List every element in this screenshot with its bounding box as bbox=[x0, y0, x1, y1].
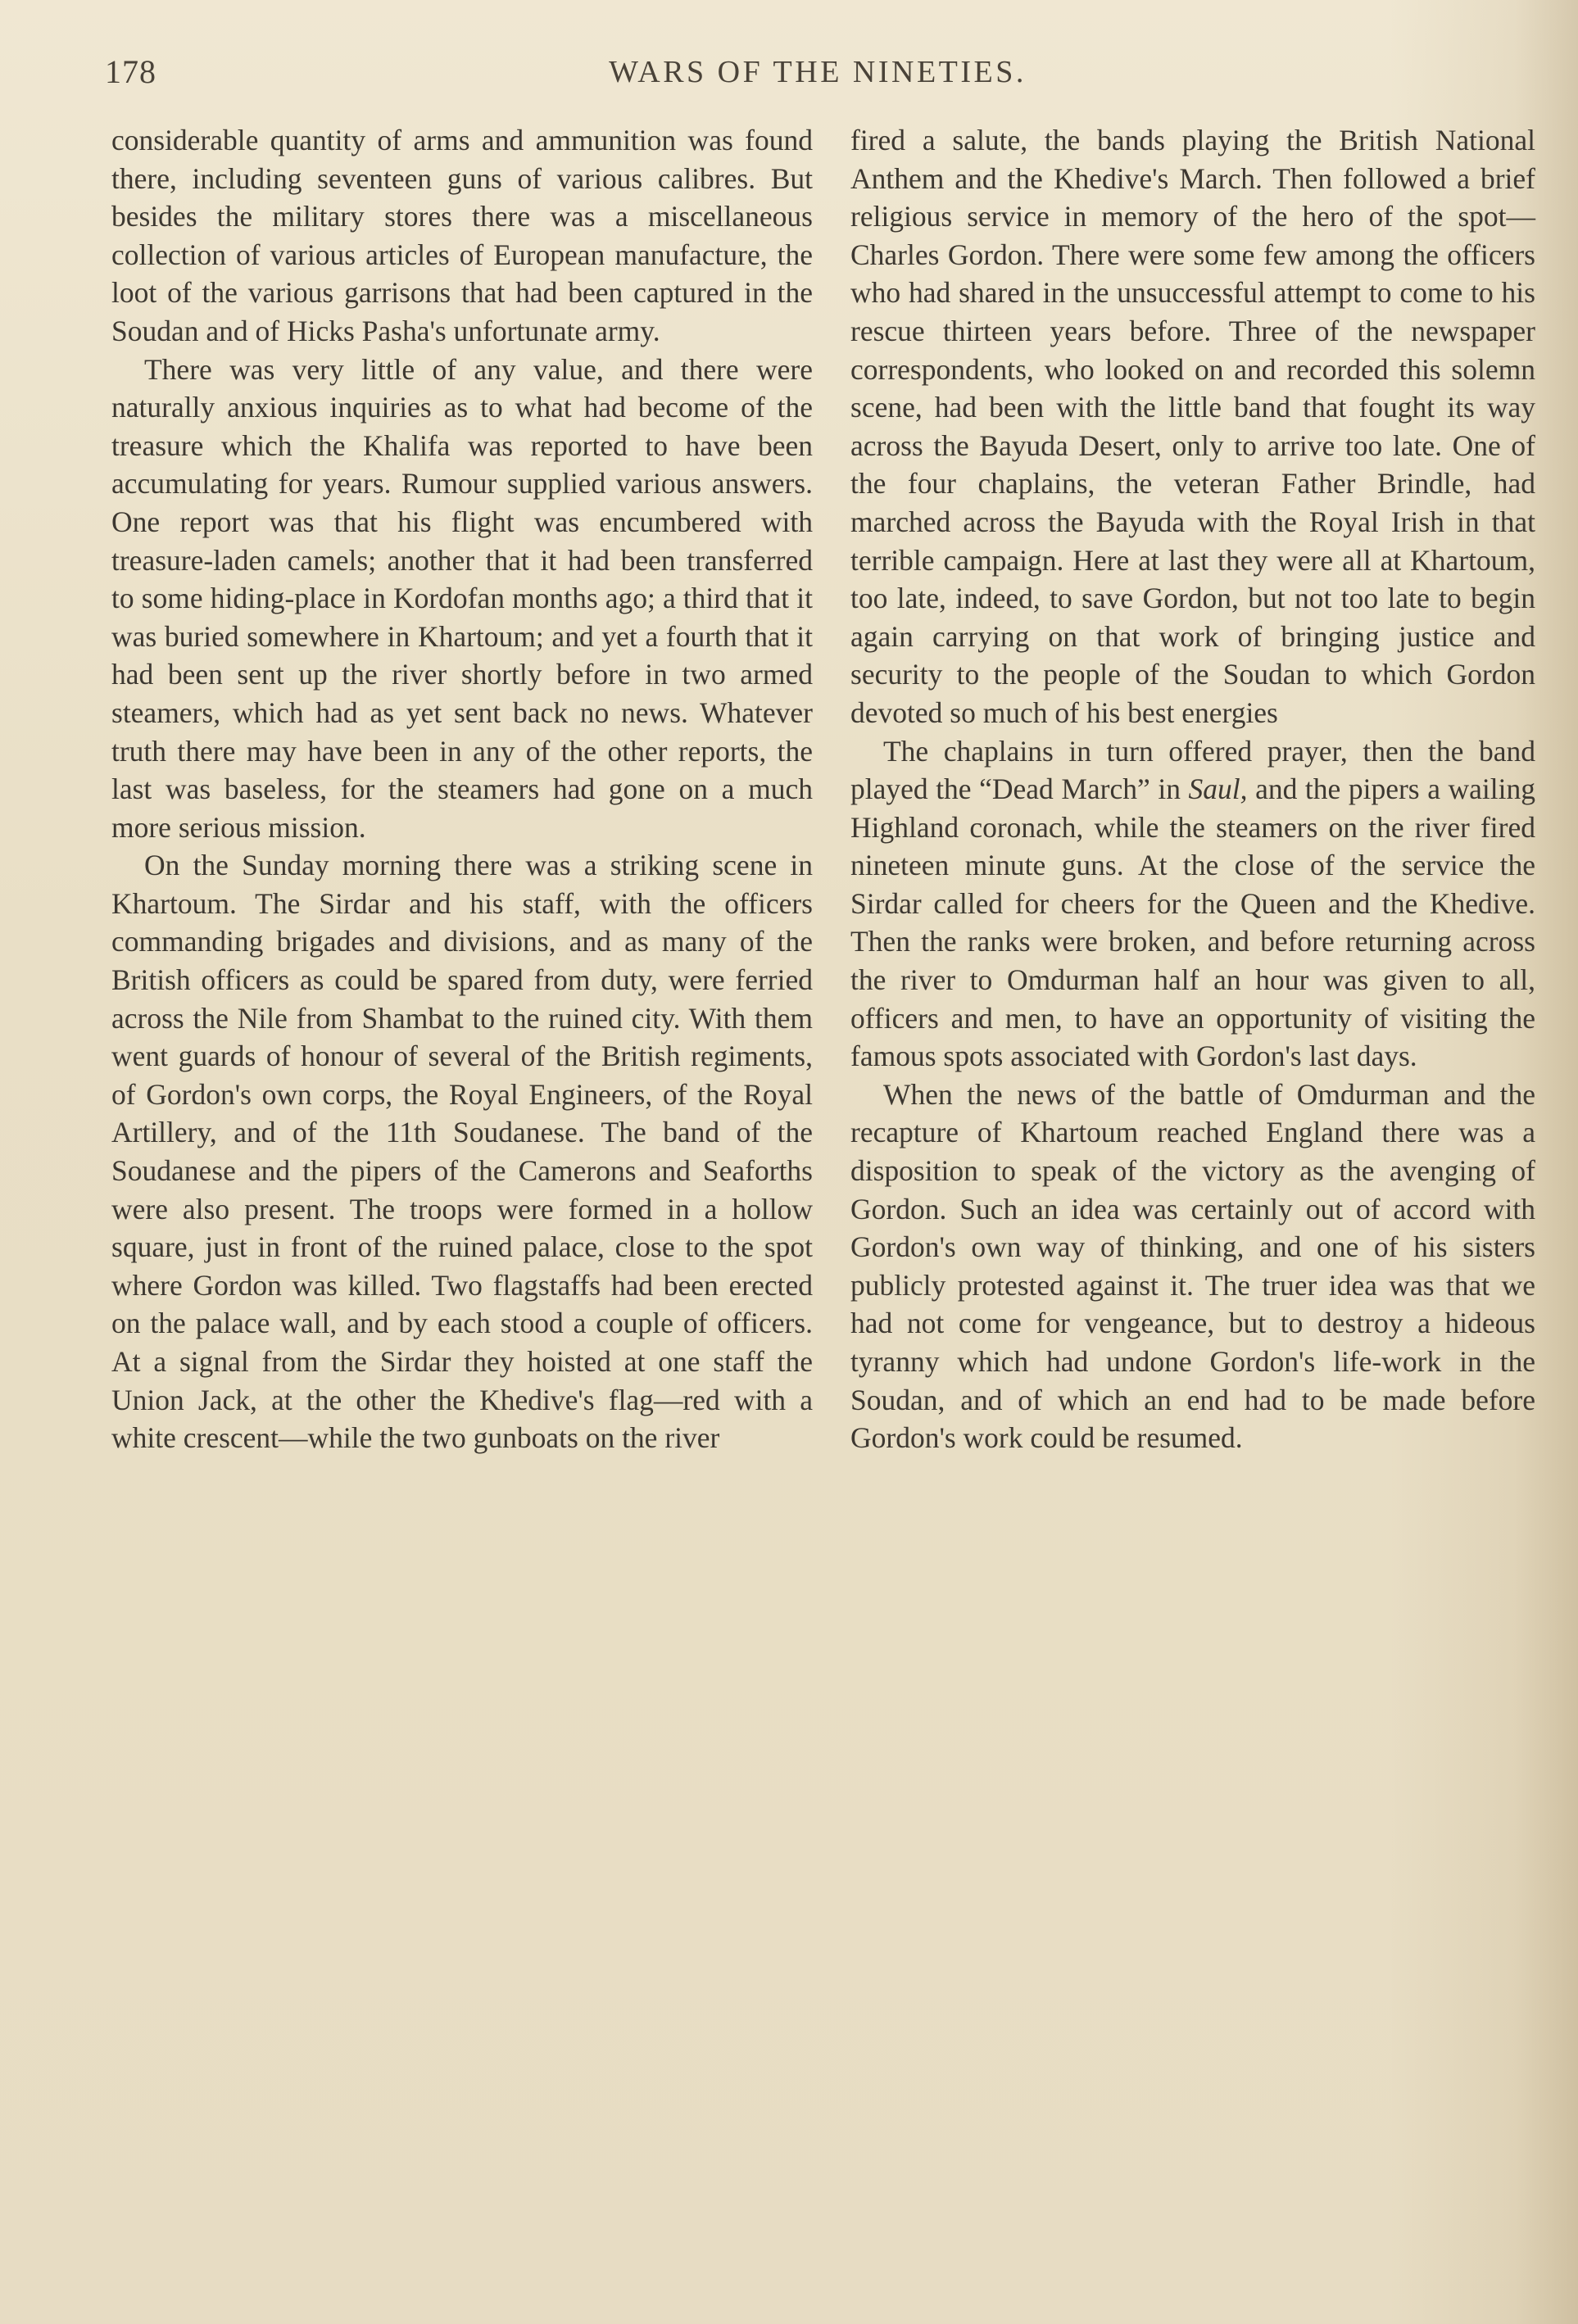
running-title: WARS OF THE NINETIES. bbox=[609, 55, 1027, 89]
paragraph-news-england: When the news of the battle of Omdurman and the recapture of Khartoum reached England there was a disposition to speak of the victory as the avenging of Gordon. Such an idea was certainly out of accord with Gordon's own way of thinking, and one of his sisters publicly protested against it. The truer idea was that we had not come for vengeance, but to destroy a hideous tyranny which had undone Gordon's life-work in the Soudan, and of which an end had to be made before Gordon's work could be resumed. bbox=[850, 1077, 1535, 1455]
paragraph-treasure: There was very little of any value, and there were naturally anxious inquiries as to what had become of the treasure which the Khalifa was reported to have been accumulating for years. Rumour supplied various answers. One report was that his flight was encumbered with treasure-laden camels; another that it had been transferred to some hiding-place in Kordofan months ago; a third that it was buried somewhere in Khartoum; and yet a fourth that it had been sent up the river shortly before in two armed steamers, which had as yet sent back no news. Whatever truth there may have been in any of the other reports, the last was baseless, for the steamers had gone on a much more serious mission. bbox=[111, 352, 813, 844]
paragraph-continuation: considerable quantity of arms and ammunition was found there, including seventeen guns of various calibres. But besides the military stores there was a miscellaneous collection of various articles of European manufacture, the loot of the various garrisons that had been captured in the Soudan and of Hicks Pasha's unfortunate army. bbox=[111, 124, 813, 347]
saul-italic: Saul, bbox=[1188, 772, 1248, 806]
page-header bbox=[105, 51, 1530, 100]
chaplains-text-start: The chaplains in turn offered prayer, then the band played the “Dead March” in bbox=[850, 734, 1535, 806]
paragraph-chaplains bbox=[850, 732, 1535, 1076]
page-number: 178 bbox=[105, 53, 156, 90]
right-column bbox=[850, 121, 1535, 1457]
chaplains-text-end: and the pipers a wailing Highland coronach, while the steamers on the river fired nineteen minute guns. At the close of the service the Sirdar called for cheers for the Queen and the Khedive. Then the ranks were broken, and before returning across the river to Omdurman half an hour was given to all, officers and men, to have an opportunity of visiting the famous spots associated with Gordon's last days. bbox=[850, 772, 1535, 1073]
paragraph-sunday-scene: On the Sunday morning there was a striking scene in Khartoum. The Sirdar and his staff, with the officers commanding brigades and divisions, and as many of the British officers as could be spared from duty, were ferried across the Nile from Shambat to the ruined city. With them went guards of honour of several of the British regiments, of Gordon's own corps, the Royal Engineers, of the Royal Artillery, and of the 11th Soudanese. The band of the Soudanese and the pipers of the Camerons and Seaforths were also present. The troops were formed in a hollow square, just in front of the ruined palace, close to the spot where Gordon was killed. Two flagstaffs had been erected on the palace wall, and by each stood a couple of officers. At a signal from the Sirdar they hoisted at one staff the Union Jack, at the other the Khedive's flag—red with a white crescent—while the two gunboats on the river bbox=[111, 849, 813, 1455]
paragraph-salute: fired a salute, the bands playing the British National Anthem and the Khedive's March. Then followed a brief religious service in memory of the hero of the spot—Charles Gordon. There were some few among the officers who had shared in the unsuccessful attempt to come to his rescue thirteen years before. Three of the newspaper correspondents, who looked on and recorded this solemn scene, had been with the little band that fought its way across the Bayuda Desert, only to arrive too late. One of the four chaplains, the veteran Father Brindle, had marched across the Bayuda with the Royal Irish in that terrible campaign. Here at last they were all at Khartoum, too late, indeed, to save Gordon, but not too late to begin again carrying on that work of bringing justice and security to the people of the Soudan to which Gordon devoted so much of his best energies bbox=[850, 124, 1535, 729]
left-column bbox=[111, 121, 813, 1457]
